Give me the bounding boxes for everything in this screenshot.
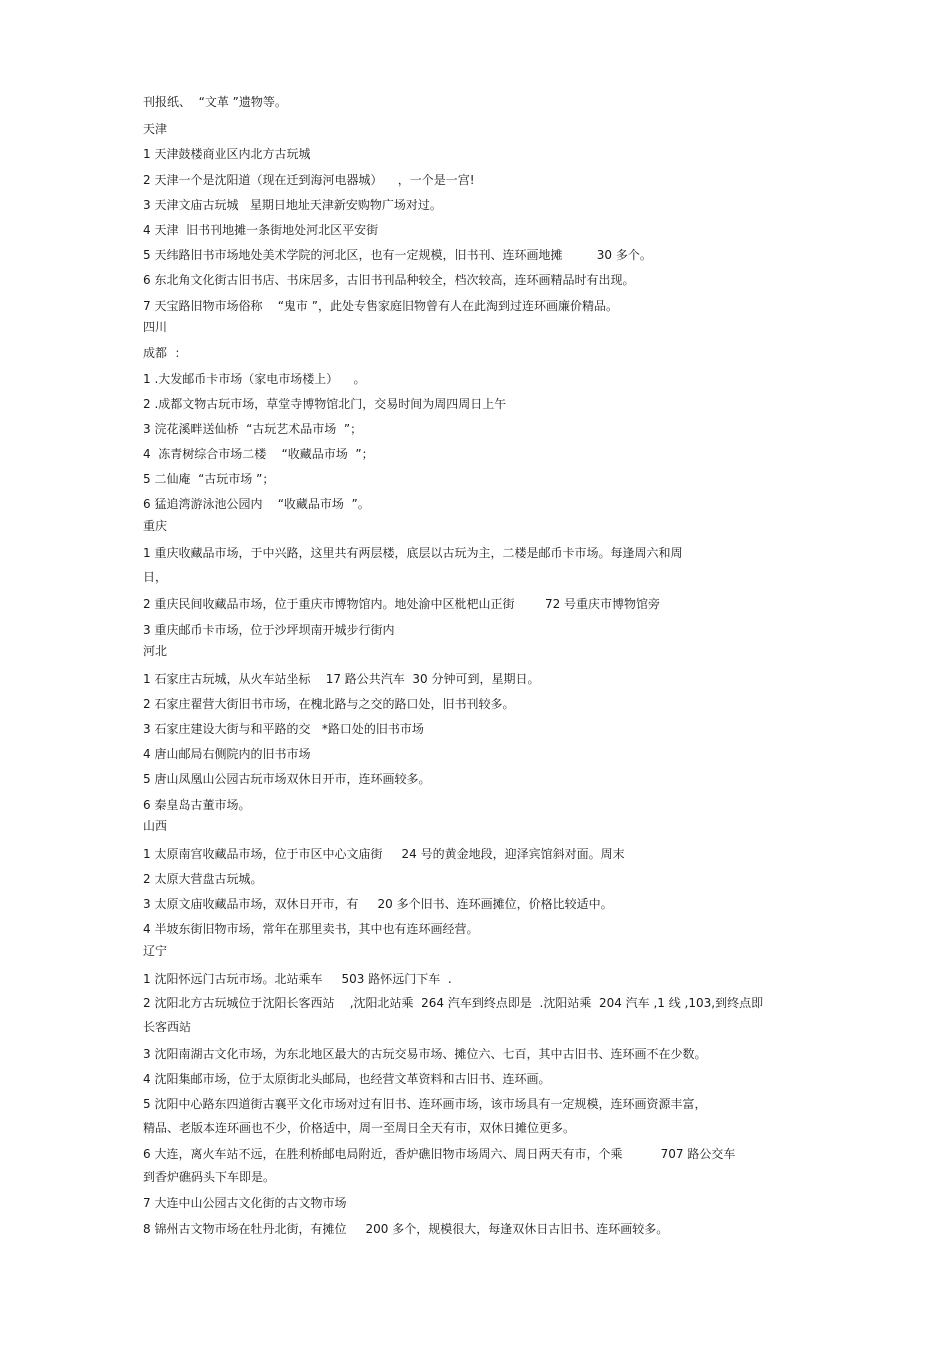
list-item: 3 太原文庙收藏品市场，双休日开市，有 20 多个旧书、连环画摊位，价格比较适中。 xyxy=(143,897,613,911)
list-item: 5 唐山凤凰山公园古玩市场双休日开市，连环画较多。 xyxy=(143,772,431,786)
list-item-continuation: 日， xyxy=(143,570,168,584)
list-item: 6 大连，离火车站不远，在胜利桥邮电局附近，香炉礁旧物市场周六、周日两天有市，个乘 707 路公交车 xyxy=(143,1147,736,1161)
section-heading-liaoning: 辽宁 xyxy=(143,944,168,958)
list-item: 1 重庆收藏品市场，于中兴路，这里共有两层楼，底层以古玩为主，二楼是邮币卡市场。每逢周六和周 xyxy=(143,546,683,560)
list-item: 2 .成都文物古玩市场，草堂寺博物馆北门，交易时间为周四周日上午 xyxy=(143,397,507,411)
list-item: 1 沈阳怀远门古玩市场。北站乘车 503 路怀远门下车 . xyxy=(143,972,452,986)
list-item: 2 沈阳北方古玩城位于沈阳长客西站 ,沈阳北站乘 264 汽车到终点即是 .沈阳站乘 204 汽车 ,1 线 ,103,到终点即 xyxy=(143,996,764,1010)
list-item: 3 天津文庙古玩城 星期日地址天津新安购物广场对过。 xyxy=(143,198,442,212)
list-item: 8 锦州古文物市场在牡丹北街，有摊位 200 多个，规模很大，每逢双休日古旧书、连环画较多。 xyxy=(143,1222,669,1236)
list-item: 4 沈阳集邮市场，位于太原街北头邮局，也经营文革资料和古旧书、连环画。 xyxy=(143,1072,551,1086)
list-item: 4 天津 旧书刊地摊一条街地处河北区平安街 xyxy=(143,223,379,237)
list-item: 2 重庆民间收藏品市场，位于重庆市博物馆内。地处渝中区枇杷山正街 72 号重庆市博物馆旁 xyxy=(143,597,661,611)
list-item-continuation: 到香炉礁码头下车即是。 xyxy=(143,1170,276,1184)
list-item: 3 重庆邮币卡市场，位于沙坪坝南开城步行街内 xyxy=(143,623,395,637)
list-item: 6 东北角文化街古旧书店、书床居多，古旧书刊品种较全，档次较高，连环画精品时有出现。 xyxy=(143,273,635,287)
list-item: 3 浣花溪畔送仙桥 “古玩艺术品市场 ”； xyxy=(143,422,363,436)
list-item: 4 唐山邮局右侧院内的旧书市场 xyxy=(143,747,311,761)
list-item: 6 秦皇岛古董市场。 xyxy=(143,798,251,812)
list-item: 4 半坡东街旧物市场，常年在那里卖书，其中也有连环画经营。 xyxy=(143,922,479,936)
section-heading-chongqing: 重庆 xyxy=(143,519,168,533)
list-item: 2 石家庄翟营大街旧书市场，在槐北路与之交的路口处，旧书刊较多。 xyxy=(143,697,515,711)
section-heading-tianjin: 天津 xyxy=(143,122,168,136)
list-item: 2 天津一个是沈阳道（现在迁到海河电器城） ，一个是一宫! xyxy=(143,173,475,187)
list-item: 3 沈阳南湖古文化市场，为东北地区最大的古玩交易市场、摊位六、七百，其中古旧书、连环画不在少数。 xyxy=(143,1047,707,1061)
list-item: 1 天津鼓楼商业区内北方古玩城 xyxy=(143,147,311,161)
list-item: 7 天宝路旧物市场俗称 “鬼市 ”，此处专售家庭旧物曾有人在此淘到过连环画廉价精品。 xyxy=(143,299,618,313)
list-item: 3 石家庄建设大街与和平路的交 *路口处的旧书市场 xyxy=(143,722,424,736)
text-line: 刊报纸、 “文革 ”遗物等。 xyxy=(143,95,287,109)
list-item: 1 石家庄古玩城，从火车站坐标 17 路公共汽车 30 分钟可到，星期日。 xyxy=(143,672,540,686)
list-item-continuation: 长客西站 xyxy=(143,1020,192,1034)
section-heading-shanxi: 山西 xyxy=(143,819,168,833)
list-item: 1 太原南宫收藏品市场，位于市区中心文庙街 24 号的黄金地段，迎泽宾馆斜对面。周末 xyxy=(143,847,625,861)
list-item: 5 沈阳中心路东四道街古襄平文化市场对过有旧书、连环画市场，该市场具有一定规模，连环画资源丰富， xyxy=(143,1097,707,1111)
list-item: 5 天纬路旧书市场地处美术学院的河北区，也有一定规模，旧书刊、连环画地摊 30 多个。 xyxy=(143,248,652,262)
list-item: 4 冻青树综合市场二楼 “收藏品市场 ”； xyxy=(143,447,374,461)
list-item: 2 太原大营盘古玩城。 xyxy=(143,872,263,886)
list-item: 6 猛追湾游泳池公园内 “收藏品市场 ”。 xyxy=(143,497,370,511)
subsection-heading-chengdu: 成都 ： xyxy=(143,346,187,360)
section-heading-hebei: 河北 xyxy=(143,644,168,658)
list-item-continuation: 精品、老版本连环画也不少，价格适中，周一至周日全天有市，双休日摊位更多。 xyxy=(143,1121,576,1135)
list-item: 5 二仙庵 “古玩市场 ”； xyxy=(143,472,275,486)
list-item: 1 .大发邮币卡市场（家电市场楼上） 。 xyxy=(143,372,366,386)
section-heading-sichuan: 四川 xyxy=(143,320,168,334)
list-item: 7 大连中山公园古文化街的古文物市场 xyxy=(143,1196,347,1210)
